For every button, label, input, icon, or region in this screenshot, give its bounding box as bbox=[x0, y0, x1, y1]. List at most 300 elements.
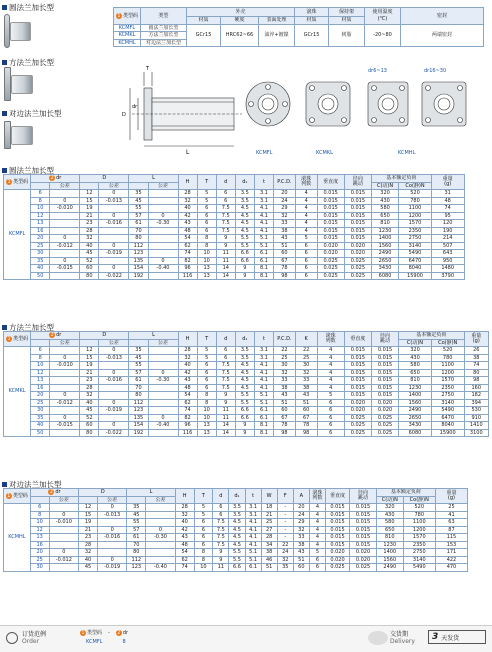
table-cell: 28 bbox=[261, 534, 277, 542]
table-cell: 6 bbox=[213, 504, 229, 512]
table-cell: -0.022 bbox=[99, 429, 129, 437]
table-cell: 214 bbox=[431, 235, 464, 243]
table-cell: 0 bbox=[49, 549, 79, 557]
table-cell: 87 bbox=[435, 526, 467, 534]
table-cell: 78 bbox=[295, 422, 317, 430]
table-cell: 1570 bbox=[431, 377, 464, 385]
table-cell: 580 bbox=[371, 205, 398, 213]
table-cell: 22 bbox=[277, 541, 293, 549]
table-cell: 320 bbox=[371, 190, 398, 198]
table-cell: 11 bbox=[216, 407, 235, 415]
hdr-dr: 2 dr bbox=[31, 175, 80, 183]
table-cell: 18 bbox=[261, 504, 277, 512]
table-cell: 650 bbox=[376, 526, 403, 534]
table-cell bbox=[146, 556, 176, 564]
table-row bbox=[4, 190, 489, 198]
table-cell: 0.015 bbox=[344, 392, 371, 400]
table-cell: 0.020 bbox=[325, 556, 349, 564]
table-cell: 2350 bbox=[431, 384, 464, 392]
hdr-dr: 2 dr bbox=[31, 332, 80, 340]
table-cell: 116 bbox=[178, 272, 197, 280]
table-cell: 45 bbox=[79, 564, 98, 572]
table-cell: 7.5 bbox=[216, 369, 235, 377]
table-cell: 7.5 bbox=[216, 227, 235, 235]
table-cell: 0.025 bbox=[344, 257, 371, 265]
table-cell: 6470 bbox=[431, 414, 464, 422]
table-cell bbox=[148, 197, 178, 205]
table-row bbox=[4, 429, 489, 437]
table-cell: 9 bbox=[213, 556, 229, 564]
table-cell: 74 bbox=[431, 205, 464, 213]
table-cell: 54 bbox=[178, 392, 197, 400]
table-cell: 3140 bbox=[403, 556, 435, 564]
table-cell: 82 bbox=[178, 414, 197, 422]
table-cell: 70 bbox=[129, 384, 148, 392]
hdr-D: D bbox=[80, 175, 129, 183]
table-cell: 4 bbox=[309, 534, 325, 542]
table-cell: 67 bbox=[295, 414, 317, 422]
table-cell: 24 bbox=[293, 511, 309, 519]
table-cell: 520 bbox=[399, 190, 432, 198]
table-cell: 3.1 bbox=[245, 504, 261, 512]
table-cell: 6.1 bbox=[254, 257, 273, 265]
spec-header-temp: 使用温度 (℃) bbox=[365, 8, 401, 25]
hdr-col: t bbox=[254, 175, 273, 190]
table-cell: -0.012 bbox=[49, 556, 79, 564]
table-cell: 4.5 bbox=[235, 212, 254, 220]
table-cell: 4 bbox=[309, 511, 325, 519]
hdr-L-tol: 公差 bbox=[148, 182, 178, 190]
table1-heading: 圆法兰加长型 bbox=[2, 165, 54, 176]
table-cell: 43 bbox=[178, 377, 197, 385]
table-cell: 4 bbox=[295, 212, 317, 220]
hdr-col: d bbox=[216, 175, 235, 190]
table-cell: 1410 bbox=[464, 422, 489, 430]
table-cell: 8 bbox=[197, 399, 216, 407]
table-cell: 45 bbox=[129, 354, 148, 362]
table-cell bbox=[148, 205, 178, 213]
table-row bbox=[4, 541, 489, 549]
table-cell: 4.5 bbox=[235, 369, 254, 377]
row-type-code: KCMFL bbox=[4, 190, 31, 280]
table-cell: 40 bbox=[31, 422, 50, 430]
table-cell bbox=[49, 504, 79, 512]
table-cell: 10 bbox=[31, 362, 50, 370]
table-cell: 520 bbox=[431, 347, 464, 355]
table-cell: 12 bbox=[31, 212, 50, 220]
table-cell: 6 bbox=[295, 250, 317, 258]
table-cell: 74 bbox=[464, 362, 489, 370]
spec-header-type: 类型 bbox=[141, 8, 187, 25]
spec-table bbox=[113, 7, 484, 47]
table-cell bbox=[148, 250, 178, 258]
table-cell: 13 bbox=[197, 265, 216, 273]
table-cell: 1400 bbox=[376, 549, 403, 557]
table-cell: 5.1 bbox=[254, 399, 273, 407]
table-cell: -0.010 bbox=[50, 205, 80, 213]
table-cell: 8 bbox=[197, 392, 216, 400]
hdr-col: d₁ bbox=[229, 489, 245, 504]
table-cell: 5.5 bbox=[229, 549, 245, 557]
table-cell: 6 bbox=[197, 369, 216, 377]
table-cell: 26 bbox=[464, 347, 489, 355]
table-cell: 0 bbox=[148, 369, 178, 377]
table-row bbox=[4, 347, 489, 355]
table-cell: 0.015 bbox=[317, 205, 344, 213]
table-cell: 3140 bbox=[399, 242, 432, 250]
table-cell: 4.5 bbox=[235, 227, 254, 235]
table-cell: 6 bbox=[30, 504, 49, 512]
table-cell: 51 bbox=[295, 399, 317, 407]
table-cell: 10 bbox=[31, 205, 50, 213]
table-cell bbox=[50, 377, 80, 385]
hdr-col: T bbox=[194, 489, 213, 504]
hdr-perp: 垂直度 bbox=[344, 332, 371, 347]
table-cell: 810 bbox=[371, 220, 398, 228]
table-cell: 54 bbox=[175, 549, 194, 557]
table-cell: 82 bbox=[178, 257, 197, 265]
table-cell: 0.020 bbox=[350, 549, 377, 557]
table-cell: 40 bbox=[79, 556, 98, 564]
table-cell: 171 bbox=[435, 549, 467, 557]
table-cell: 5490 bbox=[399, 250, 432, 258]
hdr-col: A bbox=[293, 489, 309, 504]
hdr-D: D bbox=[79, 489, 127, 497]
table-cell: 35 bbox=[31, 414, 50, 422]
hdr-type-code: 1 类型码 bbox=[4, 489, 31, 504]
table-cell: 3.5 bbox=[229, 504, 245, 512]
table-cell: 6 bbox=[31, 347, 50, 355]
table-cell: 8040 bbox=[399, 265, 432, 273]
table-cell: 48 bbox=[178, 384, 197, 392]
table-cell: 25 bbox=[31, 399, 50, 407]
table-cell: 28 bbox=[178, 190, 197, 198]
table-cell: 0.025 bbox=[350, 564, 377, 572]
table-cell: 4 bbox=[317, 377, 344, 385]
table-cell: 4.1 bbox=[254, 220, 273, 228]
table-cell: 16 bbox=[30, 541, 49, 549]
table-cell: 43 bbox=[175, 534, 194, 542]
hdr-dr-val bbox=[30, 496, 49, 504]
table-cell bbox=[97, 541, 127, 549]
hdr-col: T bbox=[197, 175, 216, 190]
table-cell: 5.5 bbox=[229, 556, 245, 564]
table-cell: 40 bbox=[80, 399, 99, 407]
table-cell: -0.013 bbox=[99, 197, 129, 205]
table-cell: 6 bbox=[317, 407, 344, 415]
table-cell: 48 bbox=[431, 197, 464, 205]
table-cell: 8 bbox=[31, 197, 50, 205]
table-cell: 98 bbox=[273, 429, 295, 437]
table-cell: 4.5 bbox=[235, 377, 254, 385]
table-row bbox=[4, 504, 489, 512]
table-cell: 8 bbox=[31, 354, 50, 362]
table-cell: 190 bbox=[431, 227, 464, 235]
table-cell bbox=[50, 429, 80, 437]
table-cell: 0.015 bbox=[317, 197, 344, 205]
table-cell: 10 bbox=[197, 250, 216, 258]
table-cell: 0 bbox=[50, 235, 80, 243]
table-cell: 24 bbox=[273, 197, 295, 205]
table-cell: 32 bbox=[277, 556, 293, 564]
spec-cage-material: 树脂 bbox=[329, 24, 365, 47]
table-cell: 14 bbox=[216, 422, 235, 430]
table-cell: -0.019 bbox=[99, 250, 129, 258]
table-cell: 57 bbox=[129, 212, 148, 220]
table-cell: 1400 bbox=[371, 235, 398, 243]
spec-header-outer: 外壳 bbox=[187, 8, 295, 17]
table-cell: 5 bbox=[197, 354, 216, 362]
table-cell: 4.5 bbox=[235, 384, 254, 392]
table-cell: 0.015 bbox=[325, 534, 349, 542]
table-cell: 32 bbox=[273, 369, 295, 377]
row-type-code: KCMHL bbox=[4, 504, 31, 572]
table-cell: 0 bbox=[99, 190, 129, 198]
table-cell: 6 bbox=[197, 212, 216, 220]
spec-header-surface: 表面处理 bbox=[259, 17, 295, 25]
table-cell bbox=[146, 504, 176, 512]
table-cell: 35 bbox=[129, 190, 148, 198]
table-cell: 42 bbox=[175, 526, 194, 534]
hdr-C0: Co(静)N bbox=[431, 339, 464, 347]
table-cell: 45 bbox=[80, 407, 99, 415]
table-cell: 50 bbox=[31, 429, 50, 437]
table-cell: 3430 bbox=[371, 265, 398, 273]
table-cell: 34 bbox=[261, 541, 277, 549]
order-label-en: Order bbox=[22, 638, 40, 645]
table-cell: 6080 bbox=[399, 429, 432, 437]
table-cell: 6 bbox=[213, 511, 229, 519]
table-cell: 0.025 bbox=[371, 429, 398, 437]
table-cell: 1230 bbox=[371, 227, 398, 235]
table-kcmhl bbox=[3, 488, 489, 572]
table-cell: 4.1 bbox=[254, 205, 273, 213]
table-kcmkl bbox=[3, 331, 489, 437]
hdr-D-val bbox=[80, 339, 99, 347]
table-cell: 28 bbox=[80, 227, 99, 235]
hdr-col: d bbox=[213, 489, 229, 504]
front-view-round bbox=[246, 82, 290, 126]
table-cell: 0 bbox=[50, 392, 80, 400]
table-cell: 13 bbox=[30, 534, 49, 542]
table-cell: 0.015 bbox=[344, 220, 371, 228]
table-cell: -0.019 bbox=[97, 564, 127, 572]
table-row bbox=[4, 526, 489, 534]
table-cell: 0 bbox=[97, 526, 127, 534]
table-cell bbox=[148, 347, 178, 355]
table-cell: -0.40 bbox=[146, 564, 176, 572]
table-cell: - bbox=[277, 526, 293, 534]
table-cell: 30 bbox=[31, 407, 50, 415]
table-cell: 30 bbox=[30, 564, 49, 572]
table-cell: 2490 bbox=[399, 407, 432, 415]
table-cell bbox=[99, 414, 129, 422]
table-cell: 0 bbox=[50, 414, 80, 422]
table-cell: 3.5 bbox=[235, 197, 254, 205]
table-cell: 4.1 bbox=[245, 541, 261, 549]
table-cell: 23 bbox=[79, 534, 98, 542]
table-cell: 23 bbox=[80, 377, 99, 385]
table-cell: 14 bbox=[216, 429, 235, 437]
label-L: L bbox=[186, 149, 190, 156]
label-dr6-13: dr6~13 bbox=[368, 68, 387, 74]
table-cell: 52 bbox=[80, 257, 99, 265]
table-cell: 7.5 bbox=[216, 384, 235, 392]
table-cell: 135 bbox=[129, 414, 148, 422]
table-cell: 8.1 bbox=[254, 429, 273, 437]
table-row bbox=[4, 362, 489, 370]
spec-code-kcmfl: KCMFL bbox=[114, 24, 141, 32]
table-row bbox=[4, 422, 489, 430]
table-row bbox=[4, 377, 489, 385]
table-cell: 32 bbox=[295, 369, 317, 377]
table-cell: 1570 bbox=[399, 220, 432, 228]
table-cell: 7.5 bbox=[216, 362, 235, 370]
label-kcmfl: KCMFL bbox=[256, 150, 273, 156]
hdr-C0: Co(静)N bbox=[403, 496, 435, 504]
table-cell: 11 bbox=[216, 414, 235, 422]
table-cell: 4 bbox=[295, 220, 317, 228]
table-cell: 2650 bbox=[399, 414, 432, 422]
table-cell: 5.5 bbox=[235, 399, 254, 407]
table-row bbox=[4, 556, 489, 564]
table-cell bbox=[148, 429, 178, 437]
table-cell: 32 bbox=[175, 511, 194, 519]
table-cell: 4.1 bbox=[254, 362, 273, 370]
table-cell: 80 bbox=[464, 369, 489, 377]
table-cell: 9 bbox=[235, 265, 254, 273]
table-cell: 12 bbox=[80, 347, 99, 355]
spec-header-material: 材质 bbox=[187, 17, 221, 25]
table-cell: 154 bbox=[129, 422, 148, 430]
table-cell: 60 bbox=[80, 265, 99, 273]
table-cell: 42 bbox=[178, 369, 197, 377]
table-cell: 61 bbox=[129, 377, 148, 385]
table-cell: 6.6 bbox=[235, 250, 254, 258]
table-cell: 57 bbox=[129, 369, 148, 377]
table-cell: 0.015 bbox=[325, 519, 349, 527]
spec-header-cage: 保持架 bbox=[329, 8, 365, 17]
hdr-L: L bbox=[129, 332, 178, 340]
table-cell: -0.40 bbox=[148, 422, 178, 430]
table-cell: 2350 bbox=[403, 541, 435, 549]
table-cell: 25 bbox=[273, 354, 295, 362]
table-cell: 0.015 bbox=[344, 235, 371, 243]
table-cell: 6 bbox=[317, 429, 344, 437]
table-cell: 43 bbox=[273, 235, 295, 243]
table-cell: 29 bbox=[273, 205, 295, 213]
table-cell: 650 bbox=[399, 369, 432, 377]
spec-seal: 两端密封 bbox=[401, 24, 484, 47]
table-cell: 19 bbox=[80, 205, 99, 213]
table-cell: 33 bbox=[293, 534, 309, 542]
table-row bbox=[4, 511, 489, 519]
table-cell: 80 bbox=[127, 549, 146, 557]
table-cell: 1200 bbox=[403, 526, 435, 534]
table-row bbox=[4, 407, 489, 415]
table-cell: 2490 bbox=[371, 250, 398, 258]
table-cell: 780 bbox=[431, 354, 464, 362]
table-cell: 580 bbox=[399, 362, 432, 370]
table-cell: 8 bbox=[194, 556, 213, 564]
table-cell: 38 bbox=[293, 541, 309, 549]
hdr-D-tol: 公差 bbox=[99, 182, 129, 190]
table-cell: 7.5 bbox=[213, 534, 229, 542]
table-cell: 12 bbox=[80, 190, 99, 198]
table-cell: 2490 bbox=[376, 564, 403, 572]
table-cell bbox=[49, 534, 79, 542]
table-cell: 5.1 bbox=[254, 242, 273, 250]
table-cell: 0.015 bbox=[325, 511, 349, 519]
table-cell: 5 bbox=[197, 190, 216, 198]
table-cell: 6.6 bbox=[229, 564, 245, 572]
table-cell: 950 bbox=[431, 257, 464, 265]
table-cell: 78 bbox=[273, 422, 295, 430]
table-cell: 1200 bbox=[399, 212, 432, 220]
table-cell bbox=[99, 205, 129, 213]
table-cell: 0.015 bbox=[371, 347, 398, 355]
table-cell: 45 bbox=[127, 511, 146, 519]
table-cell: 38 bbox=[273, 227, 295, 235]
table-cell: 3.1 bbox=[254, 347, 273, 355]
table-cell: 0.025 bbox=[371, 422, 398, 430]
table-cell: 6 bbox=[197, 384, 216, 392]
table-cell: 25 bbox=[261, 519, 277, 527]
table-cell: 0.020 bbox=[325, 549, 349, 557]
table-cell: 33 bbox=[295, 377, 317, 385]
side-view-drawing bbox=[130, 72, 242, 146]
table-cell: 15900 bbox=[431, 429, 464, 437]
table-cell: 6 bbox=[216, 190, 235, 198]
table-cell: 32 bbox=[273, 212, 295, 220]
table-cell: 5 bbox=[194, 504, 213, 512]
table-cell bbox=[50, 212, 80, 220]
heading-square-flange: 方法兰加长型 bbox=[2, 57, 54, 68]
table-cell bbox=[148, 235, 178, 243]
hdr-L: L bbox=[127, 489, 175, 497]
table-cell: 9 bbox=[216, 392, 235, 400]
table-cell: 2750 bbox=[403, 549, 435, 557]
table-cell: 1560 bbox=[371, 242, 398, 250]
delivery-label-en: Delivery bbox=[390, 638, 415, 645]
table-cell: 4.1 bbox=[254, 369, 273, 377]
table-cell: 21 bbox=[261, 511, 277, 519]
hdr-C: C(动)N bbox=[399, 339, 432, 347]
table-cell: 0.020 bbox=[344, 407, 371, 415]
table-cell: 15 bbox=[79, 511, 98, 519]
table-cell: 780 bbox=[403, 511, 435, 519]
table-cell: 74 bbox=[175, 564, 194, 572]
table-cell: -0.016 bbox=[99, 220, 129, 228]
table-cell: 0.015 bbox=[317, 190, 344, 198]
table-cell: -0.30 bbox=[148, 220, 178, 228]
order-code-label: 1 类型码 bbox=[81, 630, 103, 636]
table-cell: 0.015 bbox=[371, 384, 398, 392]
table-row bbox=[4, 414, 489, 422]
table-cell: 32 bbox=[293, 526, 309, 534]
table-cell: 40 bbox=[31, 265, 50, 273]
table-row bbox=[4, 197, 489, 205]
table-cell: 1200 bbox=[431, 369, 464, 377]
table-cell: 10 bbox=[197, 407, 216, 415]
row-type-code: KCMKL bbox=[4, 347, 31, 437]
table-cell: 6 bbox=[317, 422, 344, 430]
table-cell: 32 bbox=[178, 354, 197, 362]
table-cell: 0.015 bbox=[350, 541, 377, 549]
table-cell: 6 bbox=[216, 347, 235, 355]
table-cell: 6 bbox=[197, 205, 216, 213]
table-cell: 4.5 bbox=[229, 519, 245, 527]
